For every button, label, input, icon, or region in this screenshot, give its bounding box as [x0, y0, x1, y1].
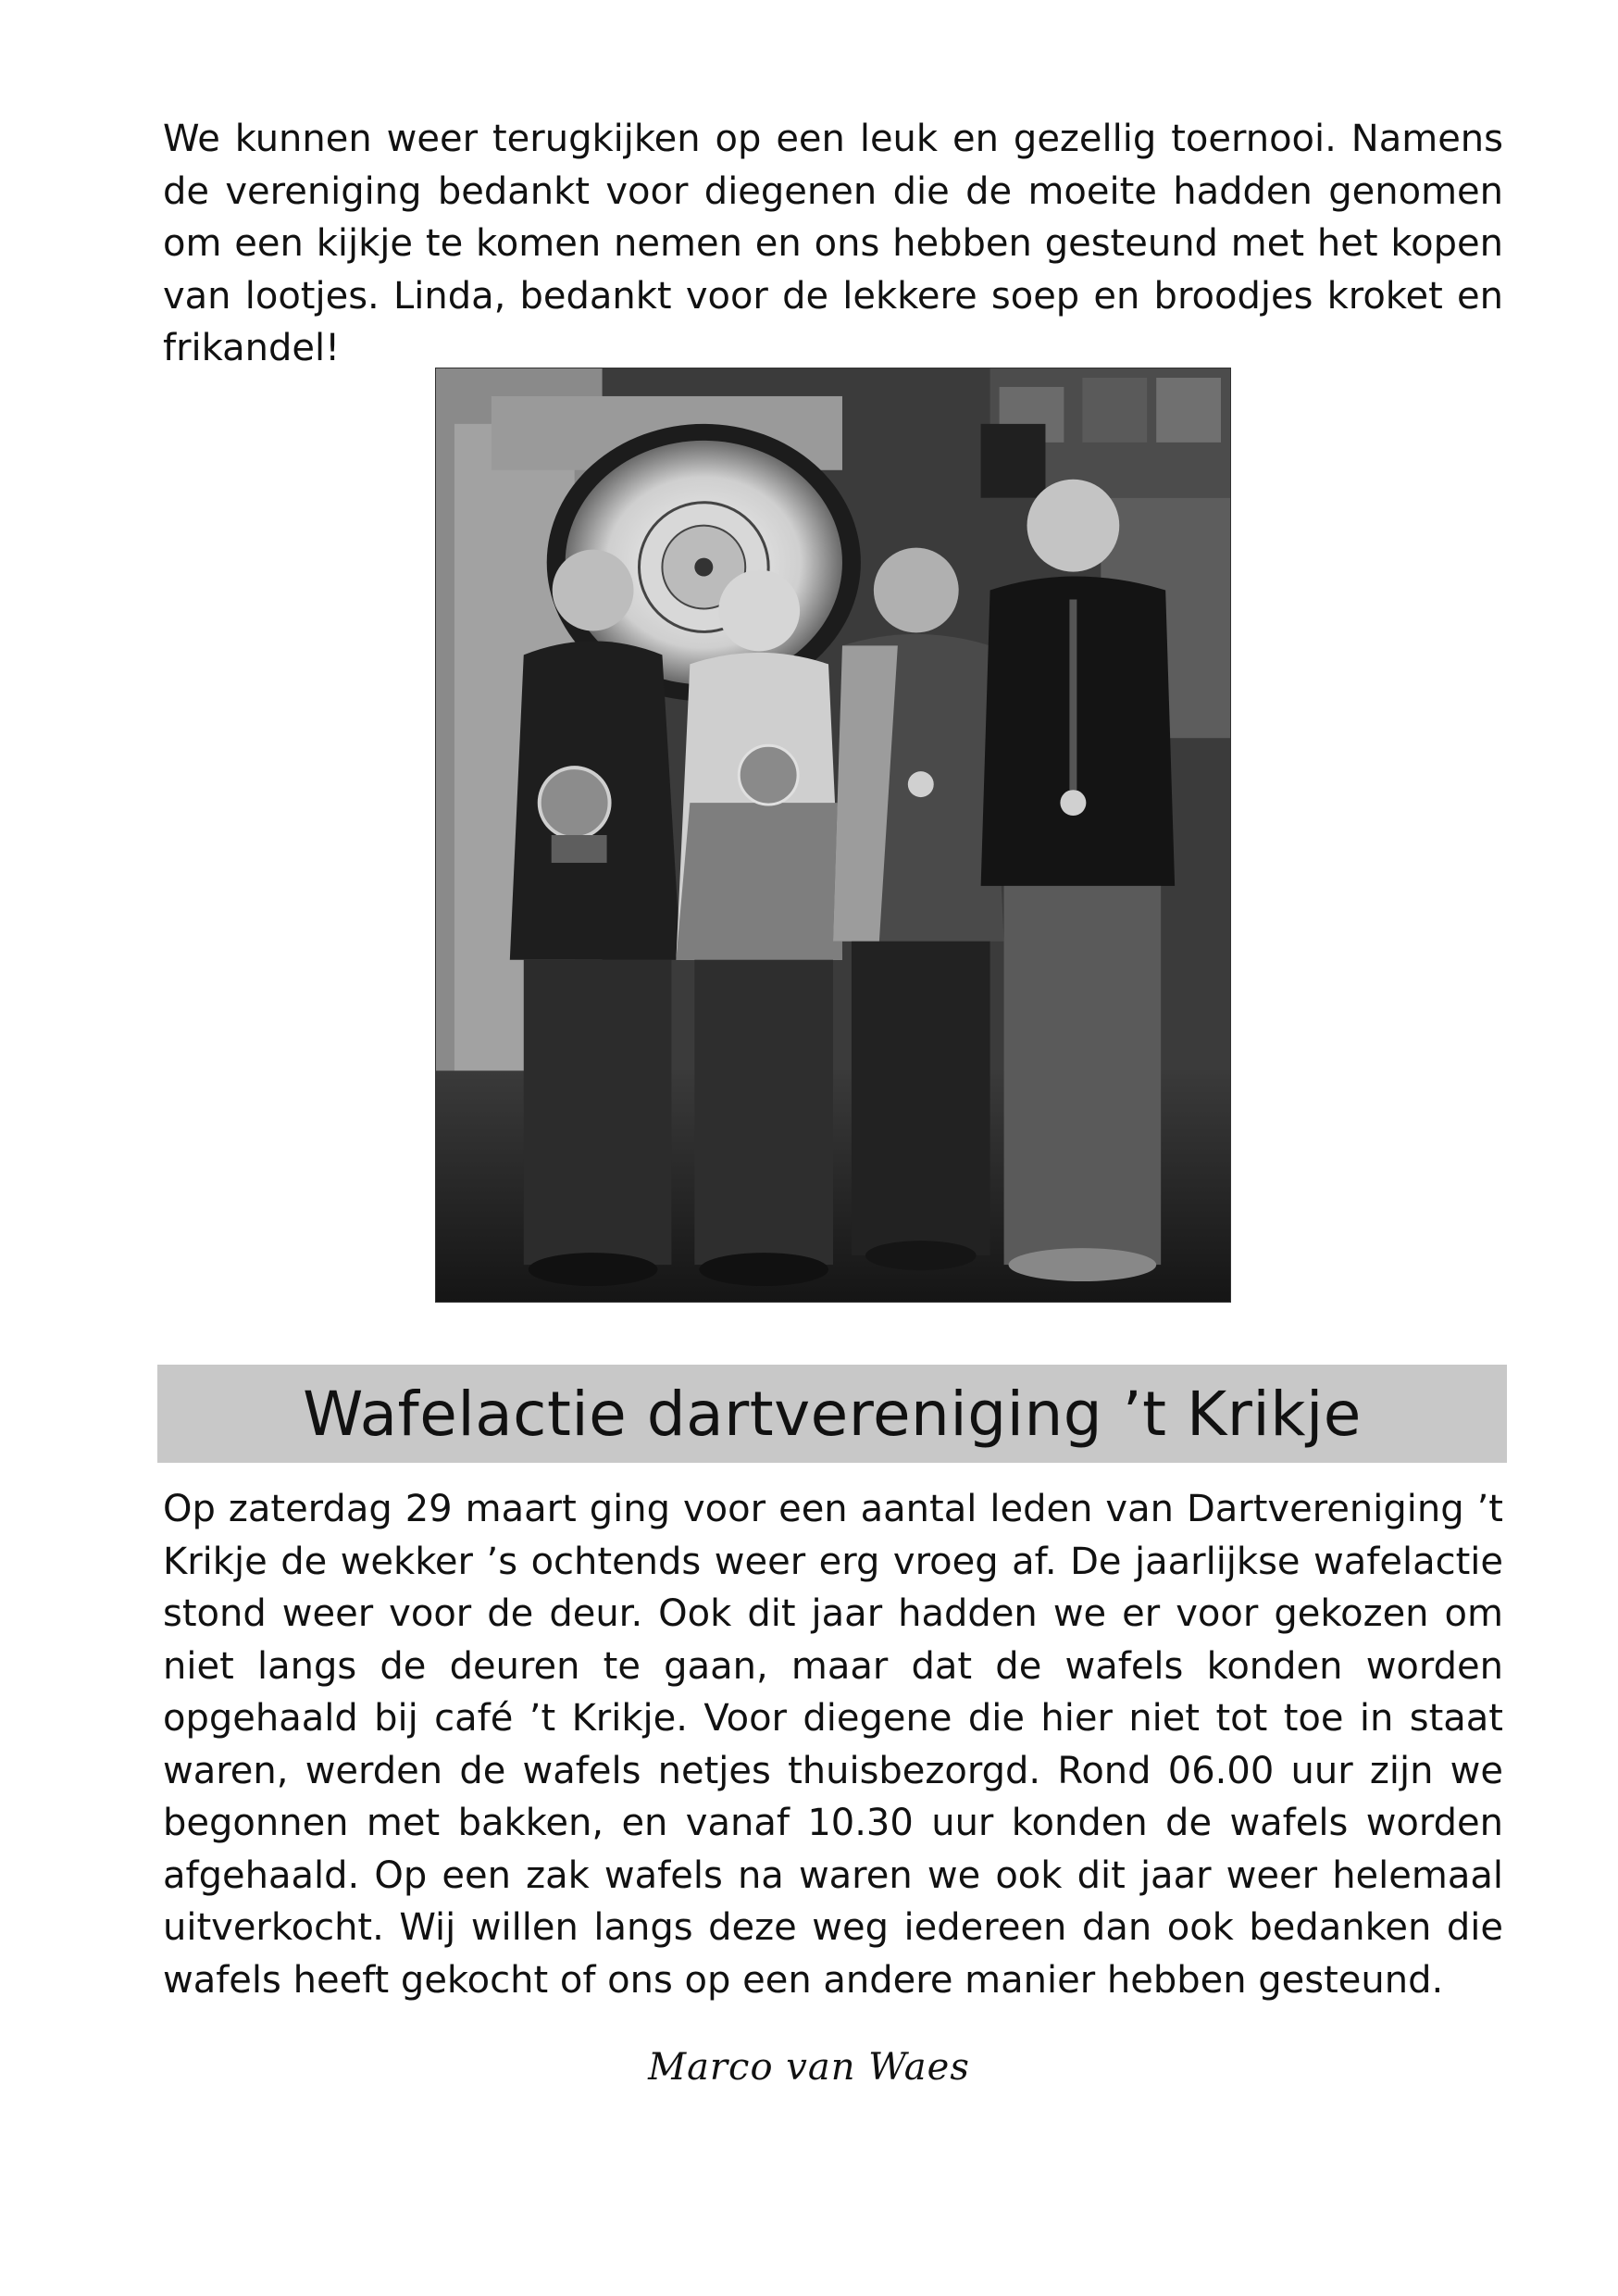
- team-photo: [435, 368, 1231, 1303]
- section-heading-bar: [157, 1365, 1507, 1463]
- intro-paragraph: We kunnen weer terugkijken op een leuk en gezellig toernooi. Namens de vereniging bedankt voor diegenen die de moeite hadden genomen om een kijkje te komen nemen en ons hebben gesteund met het kopen van lootjes. Linda, bedankt voor de lekkere soep en broodjes kroket en frikandel!: [163, 118, 1503, 369]
- wafelactie-paragraph: Op zaterdag 29 maart ging voor een aantal leden van Dartvereniging ’t Krikje de wekker ’s ochtends weer erg vroeg af. De jaarlijkse wafelactie stond weer voor de deur. Ook dit jaar hadden we er voor gekozen om niet langs de deuren te gaan, maar dat de wafels konden worden opgehaald bij café ’t Krikje. Voor diegene die hier niet tot toe in staat waren, werden de wafels netjes thuisbezorgd. Rond 06.00 uur zijn we begonnen met bakken, en vanaf 10.30 uur konden de wafels worden afgehaald. Op een zak wafels na waren we ook dit jaar weer helemaal uitverkocht. Wij willen langs deze weg iedereen dan ook bedanken die wafels heeft gekocht of ons op een andere manier hebben gesteund.: [163, 1488, 1503, 2002]
- photo-icon: [436, 368, 1230, 1302]
- section-heading: Wafelactie dartvereniging ’t Krikje: [303, 1378, 1362, 1450]
- author-signature: Marco van Waes: [648, 2046, 970, 2089]
